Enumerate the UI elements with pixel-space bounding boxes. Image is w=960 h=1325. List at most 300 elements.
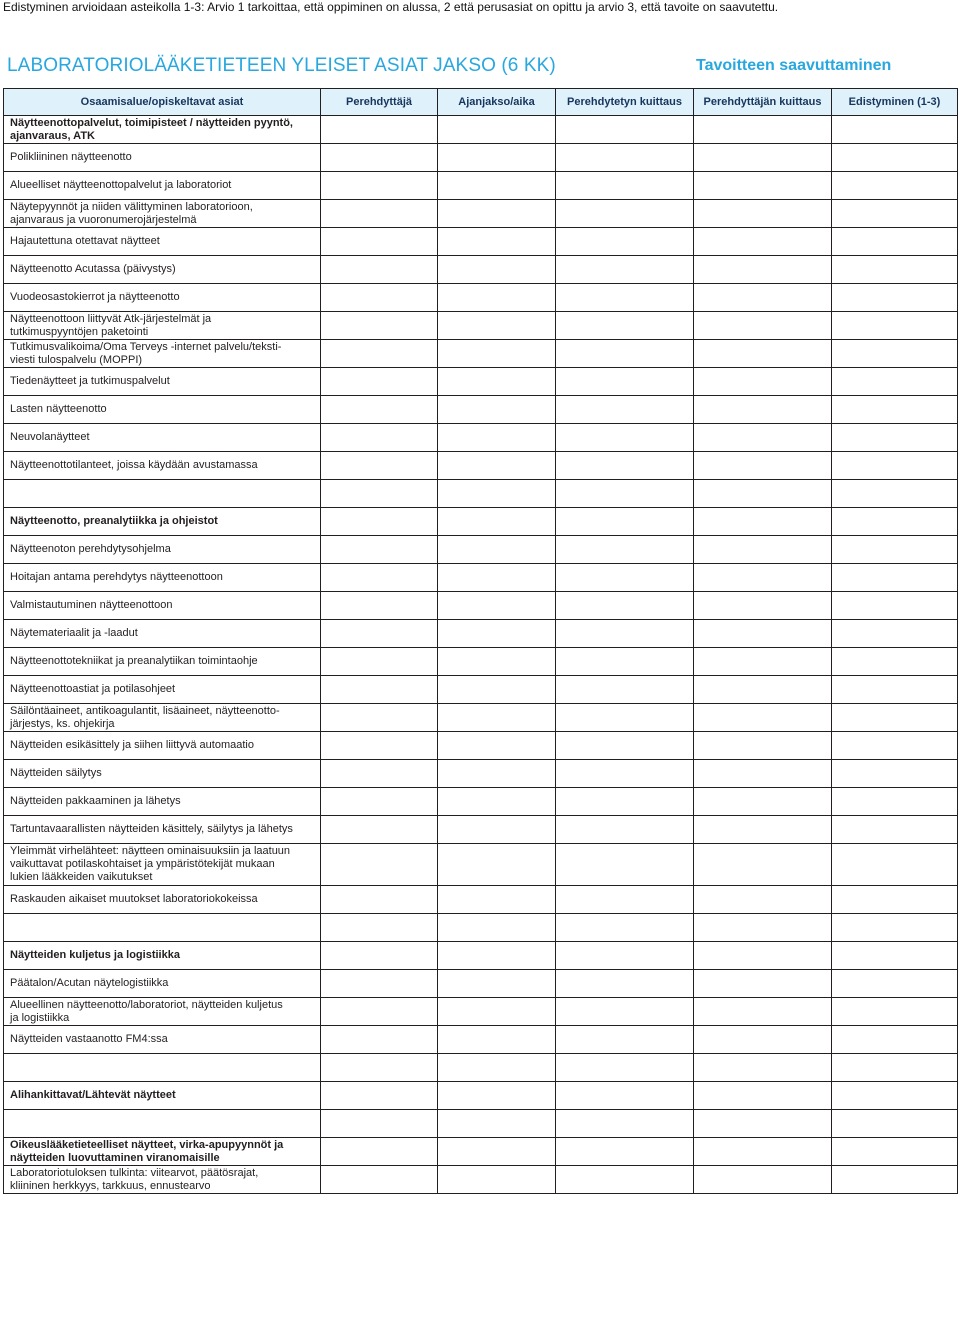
table-row — [4, 200, 958, 228]
table-row — [4, 1054, 958, 1082]
progress-cell[interactable] — [832, 1082, 958, 1110]
supervisor-signoff-cell[interactable] — [694, 1082, 832, 1110]
progress-cell[interactable] — [832, 844, 958, 886]
progress-cell[interactable] — [832, 368, 958, 396]
supervisor-signoff-cell[interactable] — [694, 760, 832, 788]
period-cell[interactable] — [438, 172, 556, 200]
trainee-signoff-cell[interactable] — [556, 172, 694, 200]
trainee-signoff-cell[interactable] — [556, 1054, 694, 1082]
period-cell[interactable] — [438, 760, 556, 788]
progress-cell[interactable] — [832, 340, 958, 368]
progress-cell[interactable] — [832, 480, 958, 508]
topic-text-line: Näytteenotto, preanalytiikka ja ohjeistot — [10, 515, 218, 527]
supervisor-signoff-cell[interactable] — [694, 620, 832, 648]
table-row — [4, 886, 958, 914]
table-row — [4, 228, 958, 256]
trainee-signoff-cell[interactable] — [556, 648, 694, 676]
period-cell[interactable] — [438, 452, 556, 480]
topic-cell — [4, 648, 321, 676]
supervisor-cell[interactable] — [321, 1138, 438, 1166]
table-row — [4, 816, 958, 844]
table-row — [4, 620, 958, 648]
topic-text-line: viesti tulospalvelu (MOPPI) — [10, 353, 143, 366]
supervisor-signoff-cell[interactable] — [694, 1026, 832, 1054]
trainee-signoff-cell[interactable] — [556, 536, 694, 564]
trainee-signoff-cell[interactable] — [556, 592, 694, 620]
supervisor-cell[interactable] — [321, 508, 438, 536]
supervisor-cell[interactable] — [321, 340, 438, 368]
supervisor-cell[interactable] — [321, 816, 438, 844]
supervisor-cell[interactable] — [321, 732, 438, 760]
trainee-signoff-cell[interactable] — [556, 844, 694, 886]
period-cell[interactable] — [438, 144, 556, 172]
trainee-signoff-cell[interactable] — [556, 1026, 694, 1054]
supervisor-cell[interactable] — [321, 144, 438, 172]
supervisor-signoff-cell[interactable] — [694, 592, 832, 620]
column-header-period: Ajanjakso/aika — [438, 89, 556, 116]
supervisor-signoff-cell[interactable] — [694, 536, 832, 564]
supervisor-signoff-cell[interactable] — [694, 368, 832, 396]
supervisor-cell[interactable] — [321, 942, 438, 970]
progress-cell[interactable] — [832, 648, 958, 676]
topic-cell — [4, 312, 321, 340]
trainee-signoff-cell[interactable] — [556, 1082, 694, 1110]
table-row — [4, 144, 958, 172]
table-row — [4, 284, 958, 312]
period-cell[interactable] — [438, 536, 556, 564]
period-cell[interactable] — [438, 648, 556, 676]
progress-cell[interactable] — [832, 886, 958, 914]
progress-cell[interactable] — [832, 172, 958, 200]
period-cell[interactable] — [438, 844, 556, 886]
period-cell[interactable] — [438, 424, 556, 452]
trainee-signoff-cell[interactable] — [556, 942, 694, 970]
supervisor-cell[interactable] — [321, 592, 438, 620]
progress-cell[interactable] — [832, 788, 958, 816]
supervisor-signoff-cell[interactable] — [694, 424, 832, 452]
supervisor-signoff-cell[interactable] — [694, 788, 832, 816]
supervisor-cell[interactable] — [321, 1110, 438, 1138]
period-cell[interactable] — [438, 368, 556, 396]
period-cell[interactable] — [438, 1082, 556, 1110]
topic-text-line: Näytteiden kuljetus ja logistiikka — [10, 949, 180, 961]
table-row — [4, 648, 958, 676]
topic-cell — [4, 508, 321, 536]
supervisor-cell[interactable] — [321, 914, 438, 942]
topic-text-line: Tartuntavaarallisten näytteiden käsittely, säilytys ja lähetys — [10, 823, 293, 835]
table-row — [4, 592, 958, 620]
supervisor-signoff-cell[interactable] — [694, 844, 832, 886]
progress-cell[interactable] — [832, 452, 958, 480]
column-header-supervisor-signoff: Perehdyttäjän kuittaus — [694, 89, 832, 116]
trainee-signoff-cell[interactable] — [556, 914, 694, 942]
table-row — [4, 704, 958, 732]
table-row — [4, 508, 958, 536]
period-cell[interactable] — [438, 970, 556, 998]
progress-cell[interactable] — [832, 914, 958, 942]
supervisor-signoff-cell[interactable] — [694, 228, 832, 256]
topic-cell — [4, 284, 321, 312]
topic-cell — [4, 760, 321, 788]
topic-text-line: Näytteenottoon liittyvät Atk-järjestelmät ja — [10, 312, 212, 325]
progress-cell[interactable] — [832, 1166, 958, 1194]
topic-cell — [4, 200, 321, 228]
topic-cell — [4, 1166, 321, 1194]
topic-cell — [4, 116, 321, 144]
supervisor-cell[interactable] — [321, 676, 438, 704]
trainee-signoff-cell[interactable] — [556, 116, 694, 144]
supervisor-signoff-cell[interactable] — [694, 172, 832, 200]
progress-cell[interactable] — [832, 284, 958, 312]
supervisor-signoff-cell[interactable] — [694, 704, 832, 732]
supervisor-cell[interactable] — [321, 172, 438, 200]
topic-text-line: ja logistiikka — [10, 1011, 70, 1024]
trainee-signoff-cell[interactable] — [556, 340, 694, 368]
table-row — [4, 452, 958, 480]
progress-cell[interactable] — [832, 116, 958, 144]
topic-text-line: Polikliininen näytteenotto — [10, 151, 132, 163]
blank-topic-cell — [4, 914, 321, 942]
supervisor-cell[interactable] — [321, 256, 438, 284]
trainee-signoff-cell[interactable] — [556, 396, 694, 424]
trainee-signoff-cell[interactable] — [556, 886, 694, 914]
table-row — [4, 1166, 958, 1194]
progress-cell[interactable] — [832, 970, 958, 998]
period-cell[interactable] — [438, 676, 556, 704]
topic-cell — [4, 228, 321, 256]
topic-text-line: Näytteiden esikäsittely ja siihen liittyvä automaatio — [10, 739, 254, 751]
column-header-progress: Edistyminen (1-3) — [832, 89, 958, 116]
supervisor-signoff-cell[interactable] — [694, 816, 832, 844]
table-row — [4, 480, 958, 508]
trainee-signoff-cell[interactable] — [556, 312, 694, 340]
supervisor-signoff-cell[interactable] — [694, 886, 832, 914]
supervisor-cell[interactable] — [321, 1082, 438, 1110]
topic-text-line: tutkimuspyyntöjen paketointi — [10, 325, 149, 338]
topic-cell — [4, 368, 321, 396]
progress-cell[interactable] — [832, 200, 958, 228]
topic-cell — [4, 564, 321, 592]
supervisor-cell[interactable] — [321, 228, 438, 256]
progress-cell[interactable] — [832, 396, 958, 424]
topic-text-line: Näytteiden säilytys — [10, 767, 102, 779]
trainee-signoff-cell[interactable] — [556, 1138, 694, 1166]
period-cell[interactable] — [438, 228, 556, 256]
supervisor-signoff-cell[interactable] — [694, 508, 832, 536]
topic-text-line: Alueellinen näytteenotto/laboratoriot, näytteiden kuljetus — [10, 998, 283, 1011]
topic-text-line: Yleimmät virhelähteet: näytteen ominaisuuksiin ja laatuun — [10, 845, 291, 857]
supervisor-cell[interactable] — [321, 970, 438, 998]
supervisor-signoff-cell[interactable] — [694, 340, 832, 368]
blank-topic-cell — [4, 1054, 321, 1082]
supervisor-signoff-cell[interactable] — [694, 648, 832, 676]
supervisor-signoff-cell[interactable] — [694, 1138, 832, 1166]
progress-cell[interactable] — [832, 1138, 958, 1166]
topic-cell — [4, 998, 321, 1026]
trainee-signoff-cell[interactable] — [556, 452, 694, 480]
topic-text-line: ajanvaraus ja vuoronumerojärjestelmä — [10, 213, 197, 226]
period-cell[interactable] — [438, 116, 556, 144]
supervisor-signoff-cell[interactable] — [694, 942, 832, 970]
supervisor-cell[interactable] — [321, 452, 438, 480]
topic-text-line: Alihankittavat/Lähtevät näytteet — [10, 1089, 176, 1101]
trainee-signoff-cell[interactable] — [556, 1166, 694, 1194]
trainee-signoff-cell[interactable] — [556, 144, 694, 172]
page-title: LABORATORIOLÄÄKETIETEEN YLEISET ASIAT JAKSO (6 KK) — [7, 55, 556, 76]
progress-cell[interactable] — [832, 1054, 958, 1082]
table-body — [4, 116, 958, 1194]
supervisor-cell[interactable] — [321, 648, 438, 676]
topic-text-line: Näytemateriaalit ja -laadut — [10, 627, 138, 639]
topic-text-line: ajanvaraus, ATK — [10, 129, 95, 142]
progress-cell[interactable] — [832, 676, 958, 704]
column-header-trainee-signoff: Perehdytetyn kuittaus — [556, 89, 694, 116]
table-row — [4, 914, 958, 942]
supervisor-signoff-cell[interactable] — [694, 1110, 832, 1138]
supervisor-cell[interactable] — [321, 844, 438, 886]
period-cell[interactable] — [438, 1110, 556, 1138]
supervisor-signoff-cell[interactable] — [694, 564, 832, 592]
table-row — [4, 536, 958, 564]
period-cell[interactable] — [438, 1054, 556, 1082]
topic-cell — [4, 452, 321, 480]
progress-cell[interactable] — [832, 816, 958, 844]
topic-cell — [4, 144, 321, 172]
table-row — [4, 312, 958, 340]
progress-cell[interactable] — [832, 1110, 958, 1138]
topic-text-line: Näytteiden vastaanotto FM4:ssa — [10, 1033, 168, 1045]
progress-cell[interactable] — [832, 312, 958, 340]
trainee-signoff-cell[interactable] — [556, 424, 694, 452]
progress-cell[interactable] — [832, 620, 958, 648]
trainee-signoff-cell[interactable] — [556, 480, 694, 508]
table-row — [4, 172, 958, 200]
table-row — [4, 732, 958, 760]
table-row — [4, 760, 958, 788]
table-header-row — [4, 89, 958, 116]
period-cell[interactable] — [438, 564, 556, 592]
supervisor-signoff-cell[interactable] — [694, 998, 832, 1026]
supervisor-signoff-cell[interactable] — [694, 396, 832, 424]
topic-cell — [4, 844, 321, 886]
topic-cell — [4, 970, 321, 998]
supervisor-cell[interactable] — [321, 704, 438, 732]
blank-topic-cell — [4, 1110, 321, 1138]
table-row — [4, 340, 958, 368]
supervisor-cell[interactable] — [321, 424, 438, 452]
progress-cell[interactable] — [832, 704, 958, 732]
supervisor-cell[interactable] — [321, 760, 438, 788]
trainee-signoff-cell[interactable] — [556, 256, 694, 284]
trainee-signoff-cell[interactable] — [556, 508, 694, 536]
topic-text-line: Näytepyynnöt ja niiden välittyminen laboratorioon, — [10, 200, 253, 213]
column-header-supervisor: Perehdyttäjä — [321, 89, 438, 116]
trainee-signoff-cell[interactable] — [556, 732, 694, 760]
supervisor-cell[interactable] — [321, 368, 438, 396]
topic-cell — [4, 816, 321, 844]
period-cell[interactable] — [438, 886, 556, 914]
supervisor-signoff-cell[interactable] — [694, 144, 832, 172]
topic-text-line: Laboratoriotuloksen tulkinta: viitearvot, päätösrajat, — [10, 1166, 259, 1179]
period-cell[interactable] — [438, 340, 556, 368]
goal-heading: Tavoitteen saavuttaminen — [696, 57, 892, 74]
supervisor-cell[interactable] — [321, 1054, 438, 1082]
topic-text-line: Säilöntäaineet, antikoagulantit, lisäaineet, näytteenotto- — [10, 704, 280, 717]
period-cell[interactable] — [438, 788, 556, 816]
topic-cell — [4, 536, 321, 564]
supervisor-signoff-cell[interactable] — [694, 284, 832, 312]
topic-text-line: Näytteenottotekniikat ja preanalytiikan toimintaohje — [10, 655, 258, 667]
topic-cell — [4, 676, 321, 704]
topic-text-line: Näytteenotto Acutassa (päivystys) — [10, 263, 176, 275]
topic-cell — [4, 1138, 321, 1166]
period-cell[interactable] — [438, 396, 556, 424]
competency-table — [3, 88, 958, 1194]
table-row — [4, 1026, 958, 1054]
topic-text-line: Hoitajan antama perehdytys näytteenottoon — [10, 571, 223, 583]
period-cell[interactable] — [438, 732, 556, 760]
supervisor-signoff-cell[interactable] — [694, 480, 832, 508]
supervisor-cell[interactable] — [321, 886, 438, 914]
topic-cell — [4, 704, 321, 732]
period-cell[interactable] — [438, 942, 556, 970]
topic-text-line: Tutkimusvalikoima/Oma Terveys -internet palvelu/teksti- — [10, 340, 282, 353]
supervisor-signoff-cell[interactable] — [694, 1166, 832, 1194]
supervisor-cell[interactable] — [321, 564, 438, 592]
period-cell[interactable] — [438, 1026, 556, 1054]
progress-cell[interactable] — [832, 592, 958, 620]
period-cell[interactable] — [438, 508, 556, 536]
trainee-signoff-cell[interactable] — [556, 1110, 694, 1138]
period-cell[interactable] — [438, 312, 556, 340]
topic-text-line: näytteiden luovuttaminen viranomaisille — [10, 1151, 220, 1164]
trainee-signoff-cell[interactable] — [556, 816, 694, 844]
trainee-signoff-cell[interactable] — [556, 620, 694, 648]
period-cell[interactable] — [438, 1166, 556, 1194]
table-row — [4, 256, 958, 284]
progress-cell[interactable] — [832, 144, 958, 172]
topic-cell — [4, 942, 321, 970]
progress-cell[interactable] — [832, 228, 958, 256]
supervisor-signoff-cell[interactable] — [694, 452, 832, 480]
supervisor-cell[interactable] — [321, 200, 438, 228]
period-cell[interactable] — [438, 704, 556, 732]
supervisor-cell[interactable] — [321, 284, 438, 312]
topic-cell — [4, 788, 321, 816]
supervisor-signoff-cell[interactable] — [694, 312, 832, 340]
supervisor-cell[interactable] — [321, 620, 438, 648]
supervisor-cell[interactable] — [321, 998, 438, 1026]
trainee-signoff-cell[interactable] — [556, 200, 694, 228]
period-cell[interactable] — [438, 998, 556, 1026]
supervisor-cell[interactable] — [321, 396, 438, 424]
table-row — [4, 1138, 958, 1166]
trainee-signoff-cell[interactable] — [556, 228, 694, 256]
supervisor-cell[interactable] — [321, 312, 438, 340]
progress-cell[interactable] — [832, 732, 958, 760]
table-row — [4, 970, 958, 998]
trainee-signoff-cell[interactable] — [556, 368, 694, 396]
progress-cell[interactable] — [832, 760, 958, 788]
period-cell[interactable] — [438, 914, 556, 942]
progress-cell[interactable] — [832, 998, 958, 1026]
period-cell[interactable] — [438, 816, 556, 844]
supervisor-signoff-cell[interactable] — [694, 914, 832, 942]
topic-text-line: Hajautettuna otettavat näytteet — [10, 235, 160, 247]
supervisor-cell[interactable] — [321, 1166, 438, 1194]
topic-text-line: Oikeuslääketieteelliset näytteet, virka-apupyynnöt ja — [10, 1138, 284, 1151]
supervisor-cell[interactable] — [321, 788, 438, 816]
period-cell[interactable] — [438, 480, 556, 508]
table-row — [4, 564, 958, 592]
topic-text-line: Raskauden aikaiset muutokset laboratoriokokeissa — [10, 893, 258, 905]
supervisor-cell[interactable] — [321, 536, 438, 564]
progress-cell[interactable] — [832, 564, 958, 592]
supervisor-signoff-cell[interactable] — [694, 256, 832, 284]
progress-cell[interactable] — [832, 508, 958, 536]
topic-cell — [4, 620, 321, 648]
supervisor-cell[interactable] — [321, 480, 438, 508]
trainee-signoff-cell[interactable] — [556, 564, 694, 592]
supervisor-cell[interactable] — [321, 116, 438, 144]
topic-text-line: vaikuttavat potilaskohtaiset ja ympäristötekijät mukaan — [10, 858, 275, 870]
progress-cell[interactable] — [832, 942, 958, 970]
progress-cell[interactable] — [832, 424, 958, 452]
trainee-signoff-cell[interactable] — [556, 760, 694, 788]
topic-text-line: Näytteiden pakkaaminen ja lähetys — [10, 795, 181, 807]
trainee-signoff-cell[interactable] — [556, 788, 694, 816]
trainee-signoff-cell[interactable] — [556, 998, 694, 1026]
supervisor-signoff-cell[interactable] — [694, 200, 832, 228]
period-cell[interactable] — [438, 200, 556, 228]
period-cell[interactable] — [438, 284, 556, 312]
column-header-topic: Osaamisalue/opiskeltavat asiat — [4, 89, 321, 116]
topic-cell — [4, 1082, 321, 1110]
trainee-signoff-cell[interactable] — [556, 284, 694, 312]
supervisor-signoff-cell[interactable] — [694, 116, 832, 144]
period-cell[interactable] — [438, 256, 556, 284]
topic-text-line: Näytteenottotilanteet, joissa käydään avustamassa — [10, 459, 258, 471]
period-cell[interactable] — [438, 620, 556, 648]
progress-cell[interactable] — [832, 536, 958, 564]
topic-cell — [4, 340, 321, 368]
table-row — [4, 424, 958, 452]
topic-text-line: Alueelliset näytteenottopalvelut ja laboratoriot — [10, 179, 232, 191]
topic-cell — [4, 256, 321, 284]
table-row — [4, 396, 958, 424]
trainee-signoff-cell[interactable] — [556, 676, 694, 704]
blank-topic-cell — [4, 480, 321, 508]
topic-cell — [4, 732, 321, 760]
progress-cell[interactable] — [832, 256, 958, 284]
table-row — [4, 1110, 958, 1138]
topic-text-line: lukien lääkkeiden vaikutukset — [10, 871, 153, 883]
supervisor-signoff-cell[interactable] — [694, 676, 832, 704]
supervisor-signoff-cell[interactable] — [694, 1054, 832, 1082]
trainee-signoff-cell[interactable] — [556, 970, 694, 998]
progress-cell[interactable] — [832, 1026, 958, 1054]
supervisor-signoff-cell[interactable] — [694, 970, 832, 998]
table-row — [4, 676, 958, 704]
supervisor-cell[interactable] — [321, 1026, 438, 1054]
topic-text-line: Näytteenoton perehdytysohjelma — [10, 543, 171, 555]
trainee-signoff-cell[interactable] — [556, 704, 694, 732]
period-cell[interactable] — [438, 592, 556, 620]
topic-cell — [4, 424, 321, 452]
topic-text-line: järjestys, ks. ohjekirja — [10, 717, 115, 730]
supervisor-signoff-cell[interactable] — [694, 732, 832, 760]
period-cell[interactable] — [438, 1138, 556, 1166]
